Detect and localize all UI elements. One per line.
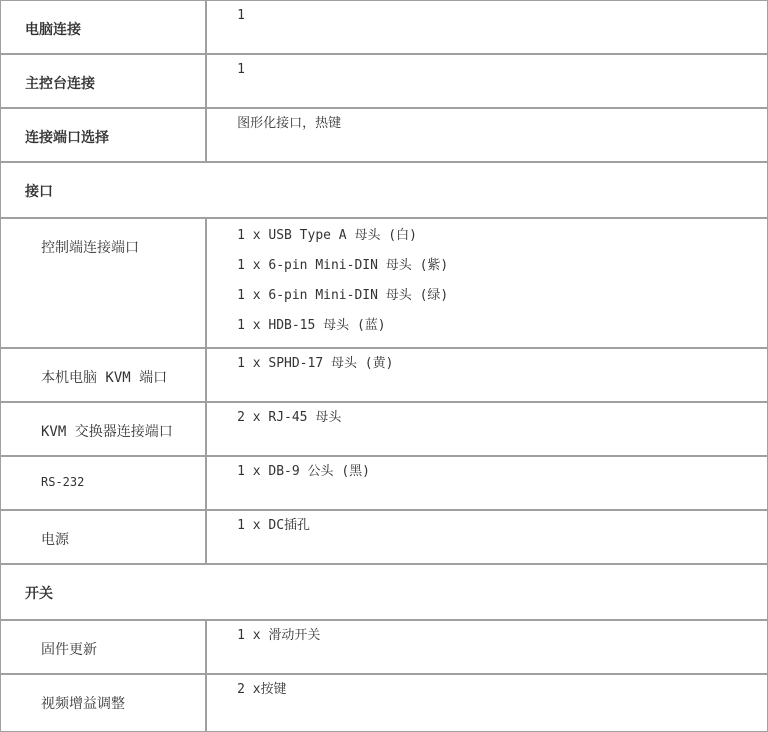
row-value: 1: [237, 8, 245, 23]
row-value-cell: [206, 620, 768, 674]
row-value: 1: [237, 62, 245, 77]
row-value: 1 x 6-pin Mini-DIN 母头 (绿): [237, 288, 449, 303]
row-label: 本机电脑 KVM 端口: [41, 370, 168, 386]
table-row: [0, 108, 768, 162]
row-label-cell: [0, 54, 206, 108]
row-label-cell: [0, 348, 206, 402]
row-value-cell: [206, 510, 768, 564]
row-value: 1 x USB Type A 母头 (白): [237, 228, 417, 243]
row-value: 图形化接口，热键: [237, 116, 342, 131]
row-value-cell: [206, 456, 768, 510]
row-value-cell: [206, 108, 768, 162]
row-value: 2 x RJ-45 母头: [237, 410, 342, 425]
table-row: [0, 348, 768, 402]
row-value: 1 x HDB-15 母头 (蓝): [237, 318, 386, 333]
table-row: [0, 0, 768, 54]
row-value-cell: [206, 0, 768, 54]
row-label-cell: [0, 108, 206, 162]
row-label-cell: [0, 456, 206, 510]
section-title: 开关: [25, 586, 53, 602]
section-row: [0, 564, 768, 620]
table-row: [0, 674, 768, 732]
row-value: 1 x SPHD-17 母头 (黄): [237, 356, 394, 371]
row-label: RS-232: [41, 475, 85, 489]
row-value: 2 x按键: [237, 682, 287, 697]
row-value-cell: [206, 348, 768, 402]
section-cell: [0, 162, 768, 218]
row-label-cell: [0, 218, 206, 348]
row-label: KVM 交换器连接端口: [41, 424, 173, 440]
row-value: 1 x DB-9 公头 (黑): [237, 464, 370, 479]
section-cell: [0, 564, 768, 620]
row-label-cell: [0, 402, 206, 456]
row-values: [207, 219, 767, 341]
row-value-cell: [206, 674, 768, 732]
table-row: [0, 510, 768, 564]
row-value: 1 x DC插孔: [237, 518, 311, 533]
row-value-cell: [206, 218, 768, 348]
row-value: 1 x 6-pin Mini-DIN 母头 (紫): [237, 258, 449, 273]
row-label: 连接端口选择: [25, 130, 109, 146]
table-row: [0, 456, 768, 510]
row-value: 1 x 滑动开关: [237, 628, 321, 643]
row-value-cell: [206, 54, 768, 108]
row-label-cell: [0, 620, 206, 674]
table-row: [0, 54, 768, 108]
row-label-cell: [0, 0, 206, 54]
row-label-cell: [0, 674, 206, 732]
section-row: [0, 162, 768, 218]
row-label-cell: [0, 510, 206, 564]
row-label: 固件更新: [41, 642, 97, 658]
row-label: 视频增益调整: [41, 696, 125, 712]
row-label: 主控台连接: [25, 76, 95, 92]
table-row: [0, 218, 768, 348]
table-row: [0, 620, 768, 674]
section-title: 接口: [25, 184, 53, 200]
row-label: 电源: [41, 532, 69, 548]
row-label: 电脑连接: [25, 22, 81, 38]
table-row: [0, 402, 768, 456]
row-value-cell: [206, 402, 768, 456]
row-label: 控制端连接端口: [41, 240, 139, 256]
